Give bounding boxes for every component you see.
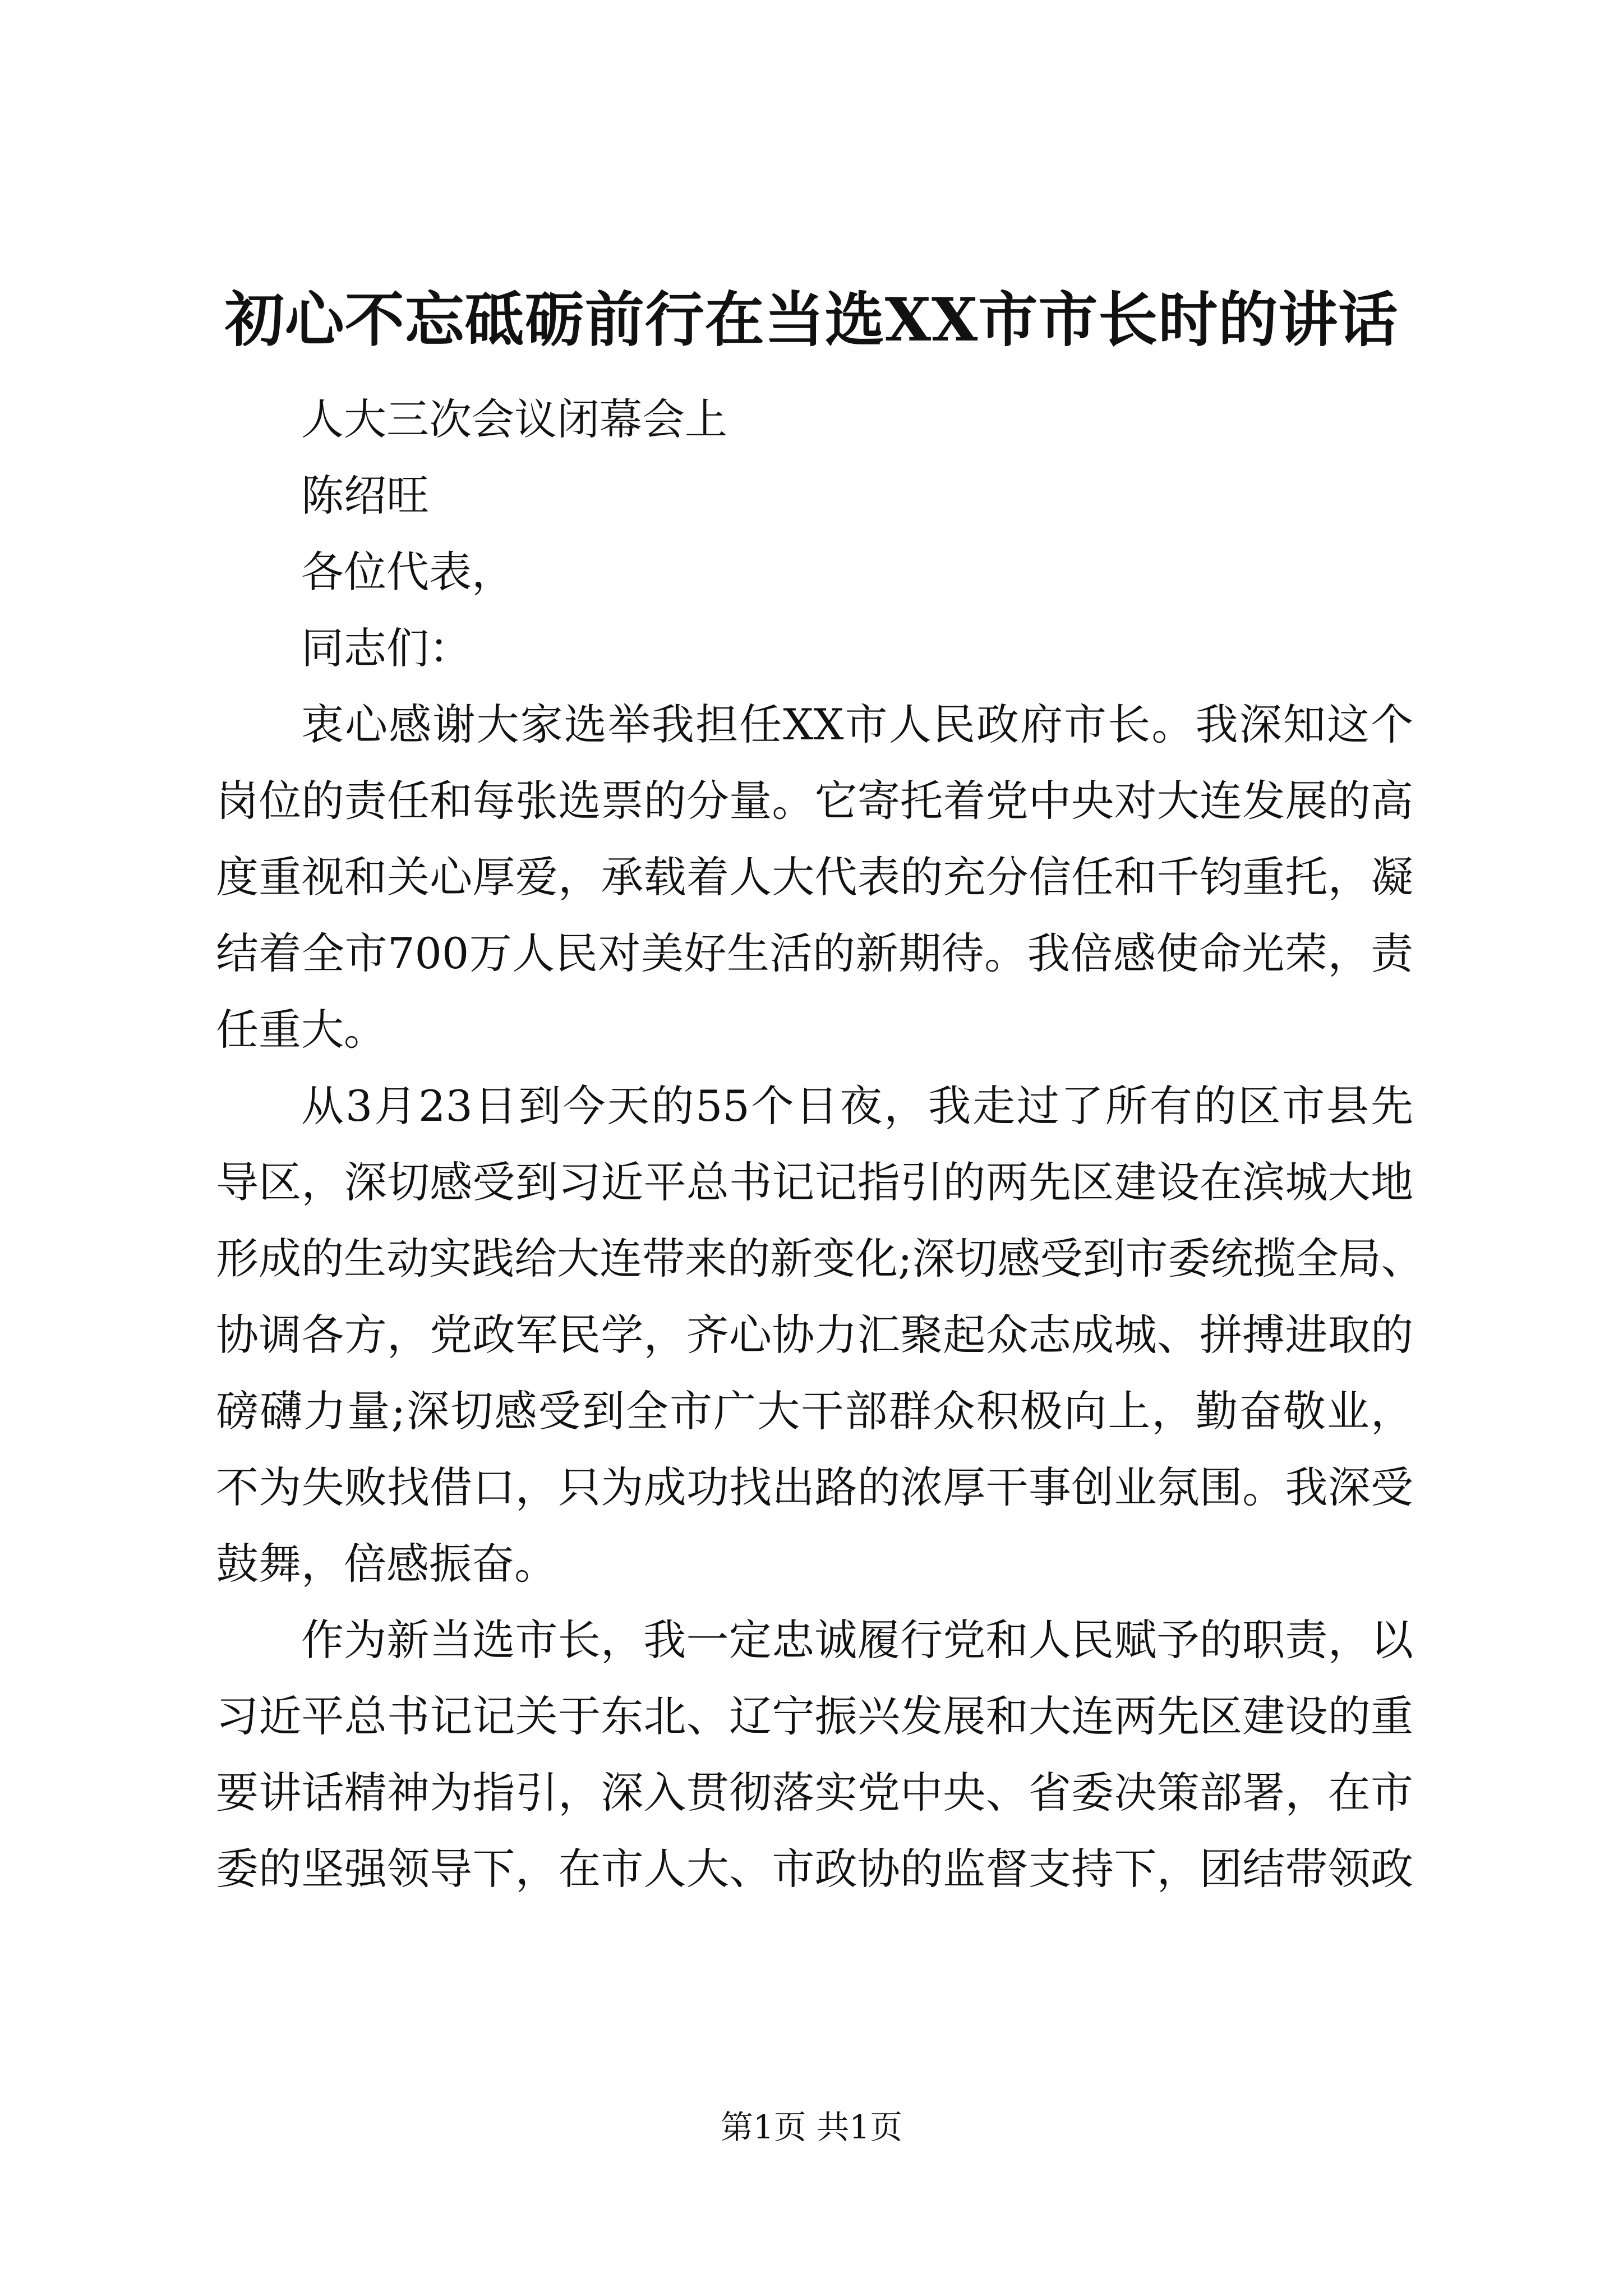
body-line: 从3月23日到今天的55个日夜，我走过了所有的区市县先 [301, 1081, 1413, 1131]
body-line: 同志们： [301, 623, 472, 673]
body-line: 协调各方，党政军民学，齐心协力汇聚起众志成城、拼搏进取的 [216, 1310, 1413, 1360]
page-footer: 第1页 共1页 [720, 2108, 903, 2146]
body-line: 陈绍旺 [301, 471, 429, 521]
body-line: 人大三次会议闭幕会上 [301, 394, 727, 444]
body-line: 要讲话精神为指引，深入贯彻落实党中央、省委决策部署，在市 [216, 1768, 1413, 1818]
body-line: 各位代表， [301, 547, 514, 597]
body-line: 任重大。 [216, 1005, 386, 1055]
body-line: 委的坚强领导下，在市人大、市政协的监督支持下，团结带领政 [216, 1844, 1413, 1894]
document-body [216, 381, 1424, 1907]
body-line: 不为失败找借口，只为成功找出路的浓厚干事创业氛围。我深受 [216, 1462, 1413, 1512]
body-line: 岗位的责任和每张选票的分量。它寄托着党中央对大连发展的高 [216, 776, 1413, 826]
body-line: 作为新当选市长，我一定忠诚履行党和人民赋予的职责，以 [301, 1615, 1413, 1665]
body-line: 习近平总书记记关于东北、辽宁振兴发展和大连两先区建设的重 [216, 1691, 1413, 1741]
body-line: 磅礴力量;深切感受到全市广大干部群众积极向上，勤奋敬业， [216, 1386, 1413, 1436]
body-line: 导区，深切感受到习近平总书记记指引的两先区建设在滨城大地 [216, 1157, 1413, 1207]
body-line: 鼓舞，倍感振奋。 [216, 1539, 557, 1589]
document-title: 初心不忘砥砺前行在当选XX市市长时的讲话 [224, 284, 1399, 355]
body-line: 结着全市700万人民对美好生活的新期待。我倍感使命光荣，责 [216, 928, 1413, 978]
body-line: 形成的生动实践给大连带来的新变化;深切感受到市委统揽全局、 [216, 1234, 1424, 1283]
body-line: 度重视和关心厚爱，承载着人大代表的充分信任和千钧重托，凝 [216, 852, 1413, 902]
body-line: 衷心感谢大家选举我担任XX市人民政府市长。我深知这个 [301, 700, 1413, 749]
